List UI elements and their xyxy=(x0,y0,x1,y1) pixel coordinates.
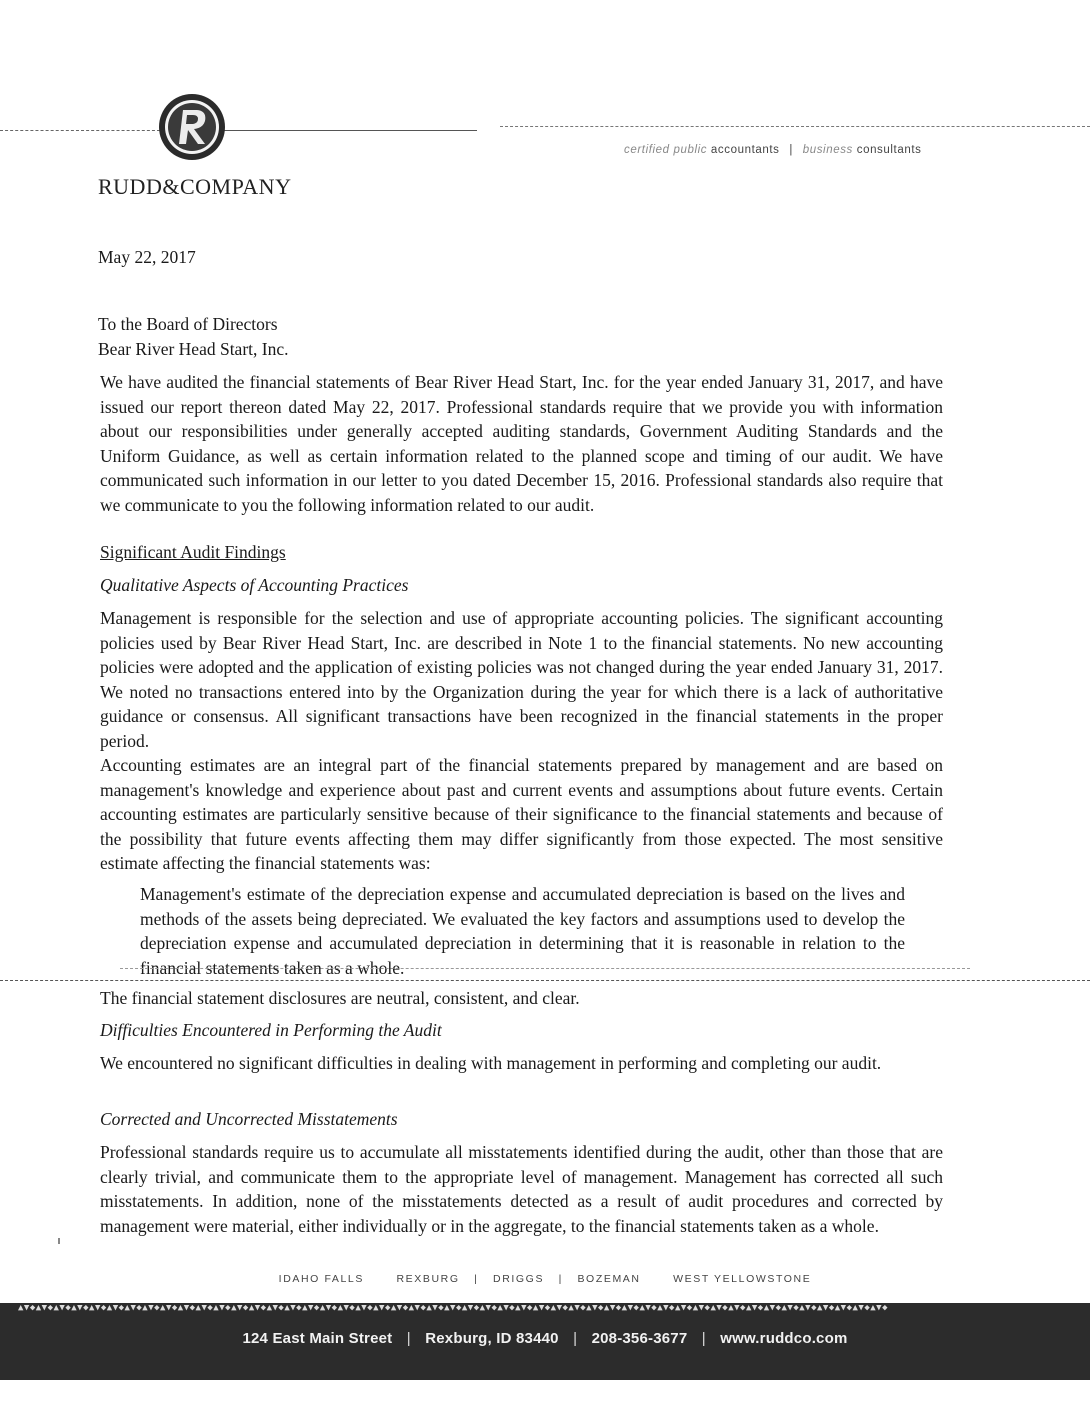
footer-pipe: | xyxy=(573,1330,578,1347)
office-item: IDAHO FALLS xyxy=(278,1273,364,1285)
intro-paragraph: We have audited the financial statements of Bear River Head Start, Inc. for the year ended January 31, 2017, and have issued our report thereon dated May 22, 2017. Professional standards require that we provide you with information about our responsibilities under generally accepted auditing standards, Government Auditing Standards and the Uniform Guidance, as well as certain information related to the planned scope and timing of our audit. We have communicated such information in our letter to you dated December 15, 2016. Professional standards also require that we communicate to you the following information related to our audit. xyxy=(100,372,943,515)
addressee-line-1: To the Board of Directors xyxy=(98,314,278,334)
footer-website-link[interactable]: www.ruddco.com xyxy=(720,1330,848,1347)
scan-mark xyxy=(58,1238,60,1244)
paragraph-disclosures: The financial statement disclosures are neutral, consistent, and clear. xyxy=(100,988,580,1008)
office-item: DRIGGS xyxy=(493,1273,545,1285)
tagline-separator: | xyxy=(789,144,793,156)
header-rule-left xyxy=(0,130,160,131)
tagline-main-2: consultants xyxy=(856,144,922,156)
footer-decorative-pattern: ▲▼◆▲▼◆▲▼◆▲▼◆▲▼◆▲▼◆▲▼◆▲▼◆▲▼◆▲▼◆▲▼◆▲▼◆▲▼◆▲▼◆▲▼◆▲▼◆▲▼◆▲▼◆▲▼◆▲▼◆▲▼◆▲▼◆▲▼◆▲▼◆▲▼◆▲▼◆▲▼◆▲▼◆▲▼◆▲▼◆▲▼◆▲▼◆▲▼◆▲▼◆▲▼◆▲▼◆▲▼◆▲▼◆▲▼◆▲▼◆▲▼◆▲▼◆▲▼◆▲▼◆▲▼◆▲▼◆▲▼◆▲▼◆▲▼◆ xyxy=(18,1303,889,1313)
firm-tagline xyxy=(624,144,922,156)
paragraph-misstatements: Professional standards require us to accumulate all misstatements identified during the audit, other than those that are clearly trivial, and communicate them to the appropriate level of management. Management has corrected all such misstatements. In addition, none of the misstatements detected as a result of audit procedures and corrected by management were material, either individually or in the aggregate, to the financial statements taken as a whole. xyxy=(100,1142,943,1236)
firm-name: RUDD&COMPANY xyxy=(98,174,292,199)
paragraph-depreciation: Management's estimate of the depreciation expense and accumulated depreciation is based on the lives and methods of the assets being depreciated. We evaluated the key factors and assumptions used to develop the depreciation expense and accumulated depreciation in determining that it is reasonable in relation to the financial statements taken as a whole. xyxy=(140,884,905,978)
section-heading: Significant Audit Findings xyxy=(100,542,286,562)
footer-contact xyxy=(0,1330,1090,1347)
scan-fold-line xyxy=(0,980,1090,981)
paragraph-difficulties: We encountered no significant difficulties in dealing with management in performing and completing our audit. xyxy=(100,1053,882,1073)
office-locations xyxy=(0,1273,1090,1285)
office-separator: | xyxy=(474,1273,479,1285)
tagline-prefix-2: business xyxy=(802,144,853,156)
footer-pipe: | xyxy=(701,1330,706,1347)
letter-date: May 22, 2017 xyxy=(98,247,196,267)
scan-fold-line-upper xyxy=(120,968,970,969)
footer-pipe: | xyxy=(406,1330,411,1347)
subheading-difficulties: Difficulties Encountered in Performing the Audit xyxy=(100,1020,442,1040)
footer-phone: 208-356-3677 xyxy=(591,1330,688,1347)
firm-seal-logo-icon xyxy=(157,92,227,162)
office-item: WEST YELLOWSTONE xyxy=(673,1273,812,1285)
header-rule-right xyxy=(500,126,1090,127)
office-item: REXBURG xyxy=(396,1273,460,1285)
tagline-prefix: certified public xyxy=(624,144,708,156)
addressee-line-2: Bear River Head Start, Inc. xyxy=(98,339,289,359)
paragraph-policies: Management is responsible for the selection and use of appropriate accounting policies. The significant accounting policies used by Bear River Head Start, Inc. are described in Note 1 to the financial statements. No new accounting policies were adopted and the application of existing policies was not changed during the year ended January 31, 2017. We noted no transactions entered into by the Organization during the year for which there is a lack of authoritative guidance or consensus. All significant transactions have been recognized in the financial statements in the proper period. xyxy=(100,608,943,751)
paragraph-estimates: Accounting estimates are an integral part of the financial statements prepared by management and are based on management's knowledge and experience about past and current events and assumptions about future events. Certain accounting estimates are particularly sensitive because of their significance to the financial statements and because of the possibility that future events affecting them may differ significantly from those expected. The most sensitive estimate affecting the financial statements was: xyxy=(100,755,943,873)
subheading-misstatements: Corrected and Uncorrected Misstatements xyxy=(100,1109,398,1129)
subheading-qualitative: Qualitative Aspects of Accounting Practices xyxy=(100,575,409,595)
footer-city: Rexburg, ID 83440 xyxy=(425,1330,559,1347)
tagline-main: accountants xyxy=(710,144,780,156)
header-rule-middle xyxy=(222,130,477,131)
office-item: BOZEMAN xyxy=(577,1273,641,1285)
footer-street: 124 East Main Street xyxy=(242,1330,393,1347)
office-separator: | xyxy=(558,1273,563,1285)
